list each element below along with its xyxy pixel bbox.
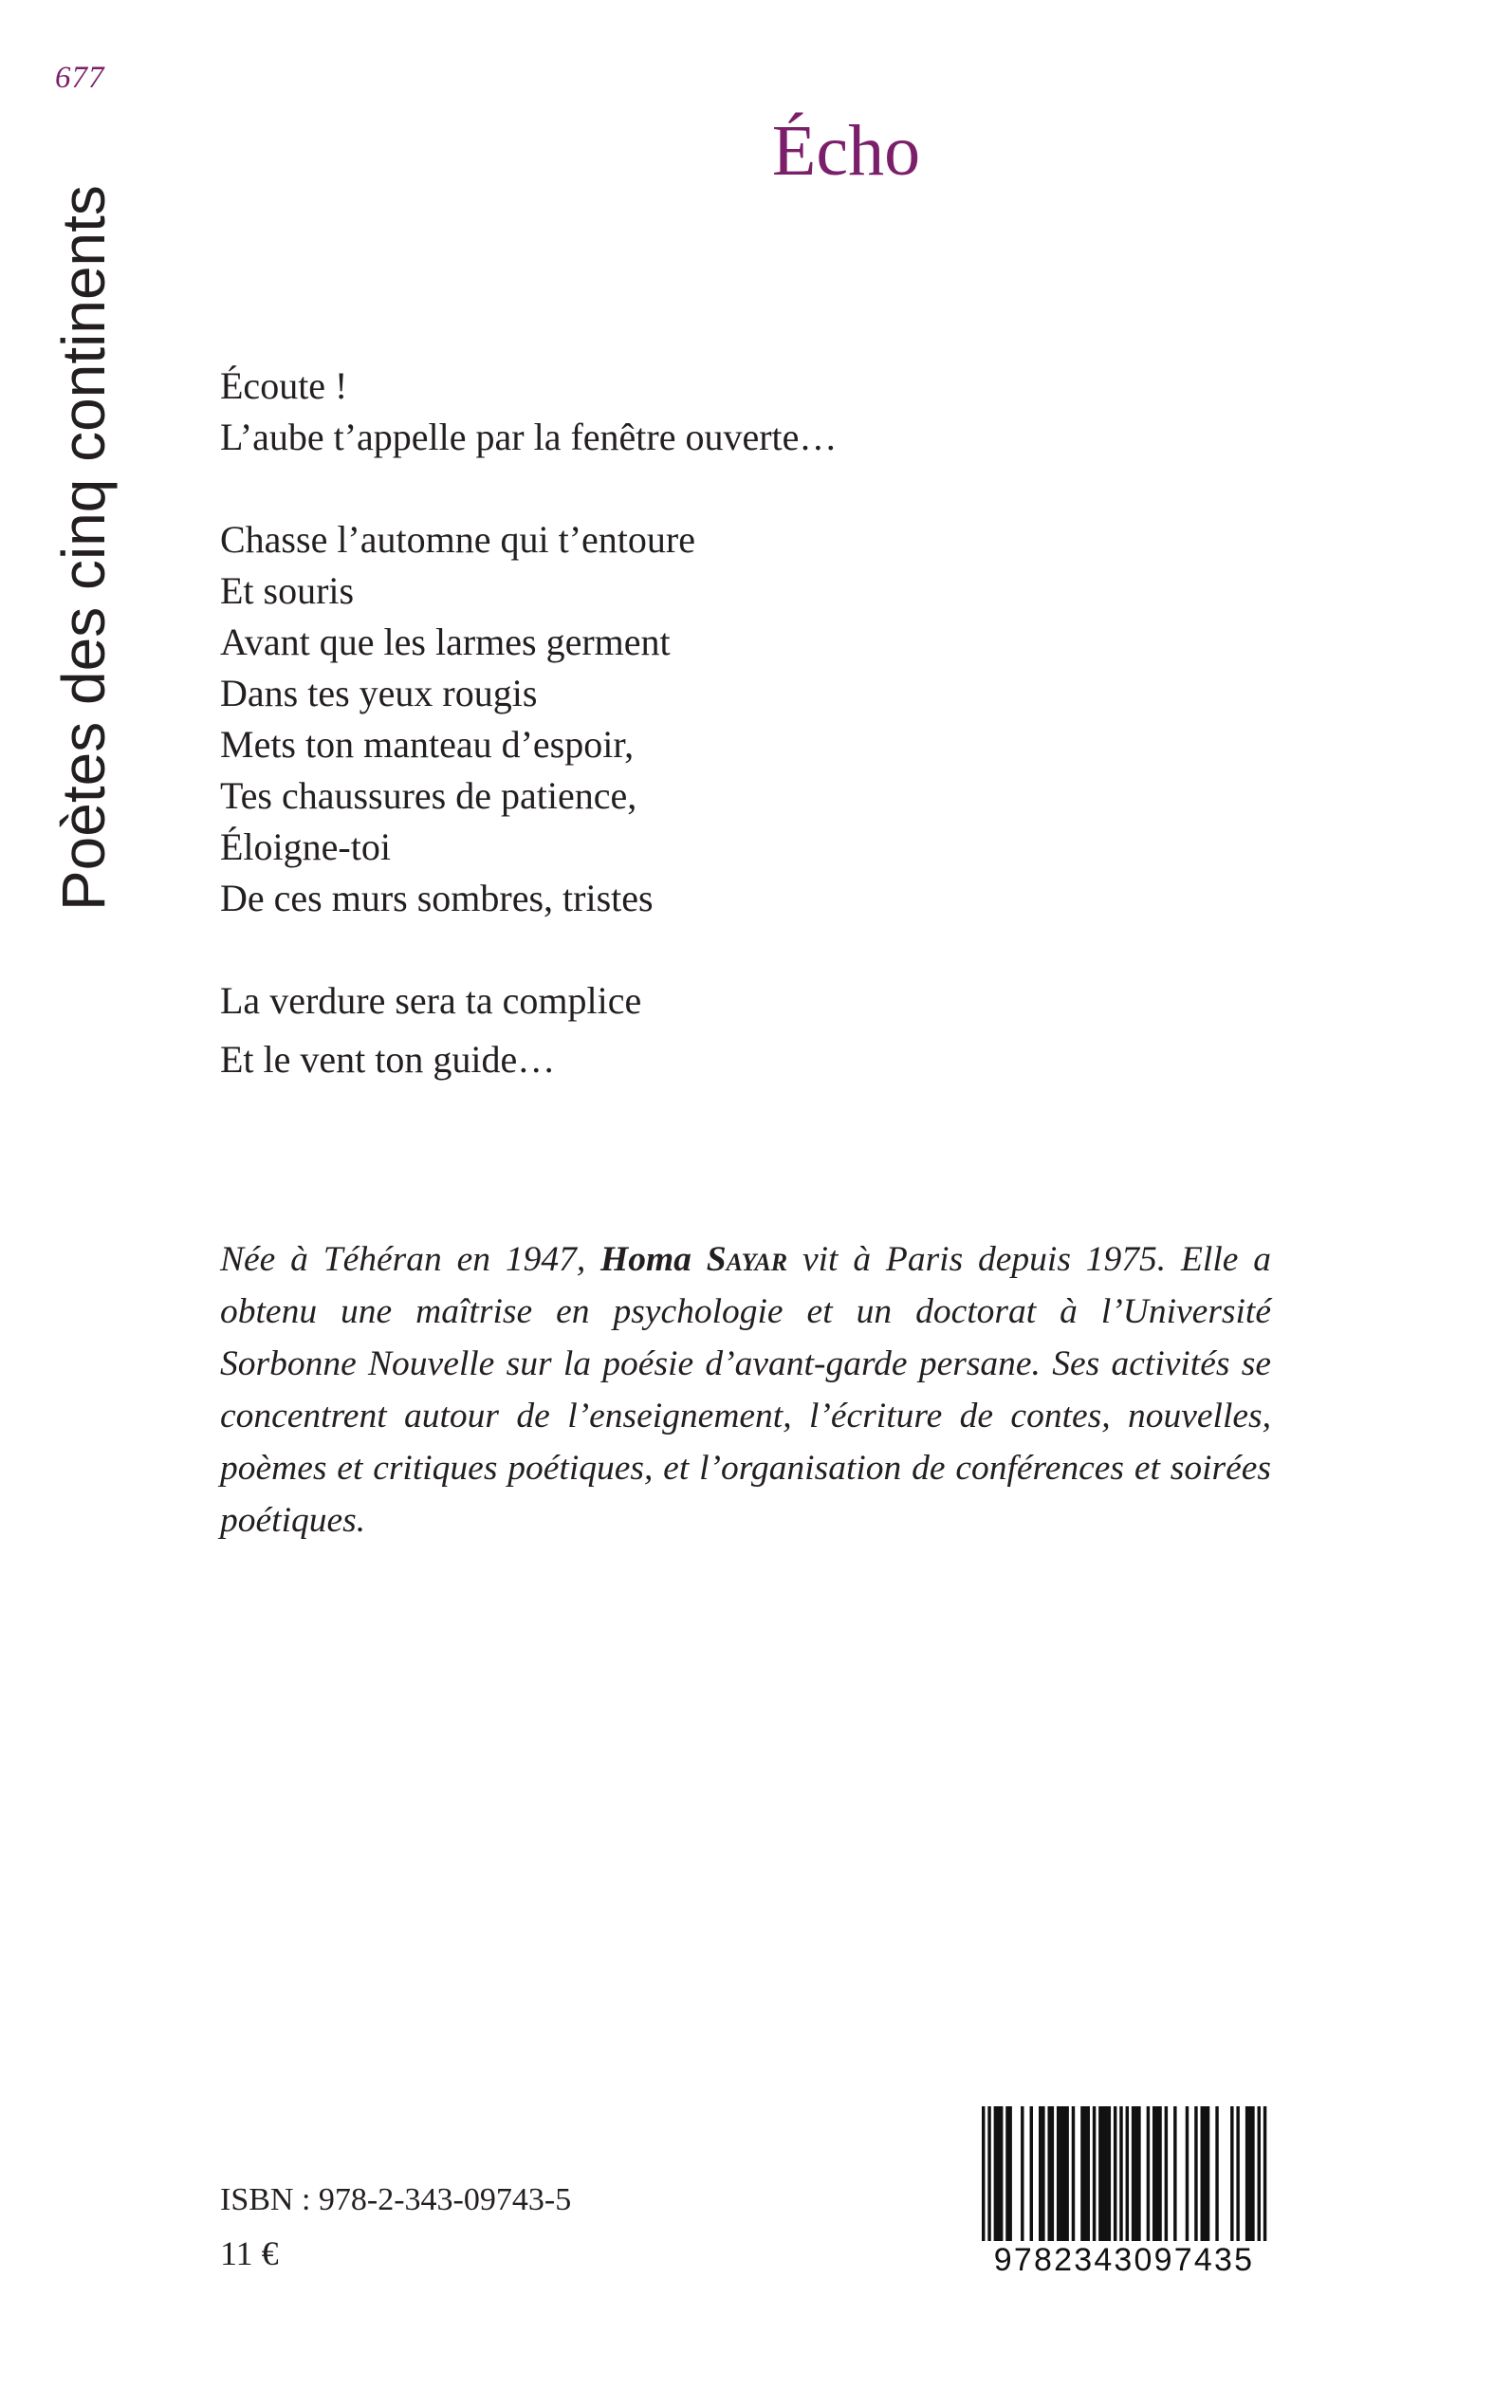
poem-line: L’aube t’appelle par la fenêtre ouverte… bbox=[220, 416, 838, 458]
barcode-bar bbox=[1080, 2106, 1083, 2249]
barcode-bar bbox=[1087, 2106, 1090, 2249]
barcode-bar bbox=[1062, 2106, 1065, 2249]
poem-stanza bbox=[220, 514, 1282, 924]
barcode-bar bbox=[1248, 2106, 1251, 2249]
barcode-digits: 9782343097435 bbox=[977, 2241, 1271, 2279]
poem-line: Et souris bbox=[220, 569, 355, 612]
barcode-bar bbox=[1230, 2106, 1233, 2249]
barcode-bar bbox=[997, 2106, 1000, 2249]
barcode-bar bbox=[1147, 2106, 1150, 2249]
barcode-bar bbox=[1101, 2106, 1104, 2249]
barcode-bar bbox=[1186, 2106, 1189, 2249]
barcode-bar bbox=[1134, 2106, 1137, 2249]
barcode-bar bbox=[1039, 2106, 1042, 2249]
barcode-bar bbox=[1194, 2106, 1197, 2249]
poem-line: Écoute ! bbox=[220, 364, 348, 407]
barcode-bars bbox=[977, 2106, 1271, 2249]
barcode-bar bbox=[1251, 2106, 1254, 2249]
barcode-bar bbox=[1126, 2106, 1129, 2249]
poem-line: Chasse l’automne qui t’entoure bbox=[220, 518, 695, 561]
barcode-bar bbox=[1000, 2106, 1003, 2249]
barcode-bar bbox=[1258, 2106, 1261, 2249]
barcode bbox=[977, 2106, 1271, 2283]
barcode-bar bbox=[1158, 2106, 1161, 2249]
barcode-bar bbox=[994, 2106, 997, 2249]
barcode-bar bbox=[1060, 2106, 1062, 2249]
barcode-bar bbox=[1132, 2106, 1134, 2249]
poem-line: Éloigne-toi bbox=[220, 825, 391, 868]
bio-text: vit à Paris depuis 1975. Elle a obtenu une maîtrise en psychologie et un doctorat à l’Université Sorbonne Nouvelle sur la poésie d’avant-garde persane. Ses activités se concentrent autour de l’enseignement, l’écriture de contes, nouvelles, poèmes et critiques poétiques, et l’organisation de conférences et soirées poétiques. bbox=[220, 1239, 1271, 1540]
barcode-bar bbox=[987, 2106, 990, 2249]
author-first-name: Homa bbox=[600, 1239, 707, 1279]
poem-line: Mets ton manteau d’espoir, bbox=[220, 723, 635, 766]
price: 11 € bbox=[220, 2234, 279, 2272]
barcode-bar bbox=[1008, 2106, 1011, 2249]
barcode-bar bbox=[1155, 2106, 1158, 2249]
barcode-bar bbox=[1137, 2106, 1140, 2249]
barcode-bar bbox=[1207, 2106, 1209, 2249]
barcode-bar bbox=[1165, 2106, 1168, 2249]
barcode-bar bbox=[1093, 2106, 1096, 2249]
barcode-bar bbox=[1201, 2106, 1204, 2249]
barcode-bar bbox=[1005, 2106, 1008, 2249]
barcode-bar bbox=[1263, 2106, 1266, 2249]
barcode-bar bbox=[1057, 2106, 1060, 2249]
barcode-bar bbox=[1204, 2106, 1207, 2249]
barcode-bar bbox=[1042, 2106, 1044, 2249]
author-bio bbox=[220, 1233, 1271, 1547]
isbn: ISBN : 978-2-343-09743-5 bbox=[220, 2182, 572, 2217]
author-last-name: Sayar bbox=[706, 1239, 788, 1279]
poem-line: De ces murs sombres, tristes bbox=[220, 877, 654, 919]
barcode-bar bbox=[1152, 2106, 1155, 2249]
barcode-bar bbox=[1114, 2106, 1116, 2249]
poem-line: Avant que les larmes germent bbox=[220, 621, 671, 663]
barcode-bar bbox=[1119, 2106, 1122, 2249]
barcode-bar bbox=[1083, 2106, 1086, 2249]
barcode-bar bbox=[1047, 2106, 1050, 2249]
series-number: 677 bbox=[55, 61, 105, 95]
barcode-bar bbox=[1021, 2106, 1023, 2249]
poem-line: La verdure sera ta complice bbox=[220, 979, 642, 1022]
barcode-bar bbox=[1030, 2106, 1033, 2249]
barcode-bar bbox=[1051, 2106, 1054, 2249]
barcode-bar bbox=[1104, 2106, 1107, 2249]
barcode-bar bbox=[1173, 2106, 1176, 2249]
poem-stanza bbox=[220, 975, 1282, 1085]
barcode-bar bbox=[1236, 2106, 1239, 2249]
barcode-bar bbox=[1098, 2106, 1101, 2249]
barcode-bar bbox=[982, 2106, 985, 2249]
barcode-bar bbox=[1245, 2106, 1248, 2249]
bio-intro: Née à Téhéran en 1947, bbox=[220, 1239, 601, 1279]
series-name: Poètes des cinq continents bbox=[49, 185, 118, 911]
poem-line: Dans tes yeux rougis bbox=[220, 672, 538, 714]
poem bbox=[220, 361, 1282, 1137]
barcode-bar bbox=[1065, 2106, 1068, 2249]
book-title: Écho bbox=[771, 111, 921, 191]
poem-stanza bbox=[220, 361, 1282, 463]
barcode-bar bbox=[1108, 2106, 1111, 2249]
barcode-bar bbox=[1072, 2106, 1075, 2249]
poem-line: Tes chaussures de patience, bbox=[220, 774, 637, 817]
barcode-bar bbox=[1215, 2106, 1218, 2249]
poem-line: Et le vent ton guide… bbox=[220, 1038, 556, 1081]
